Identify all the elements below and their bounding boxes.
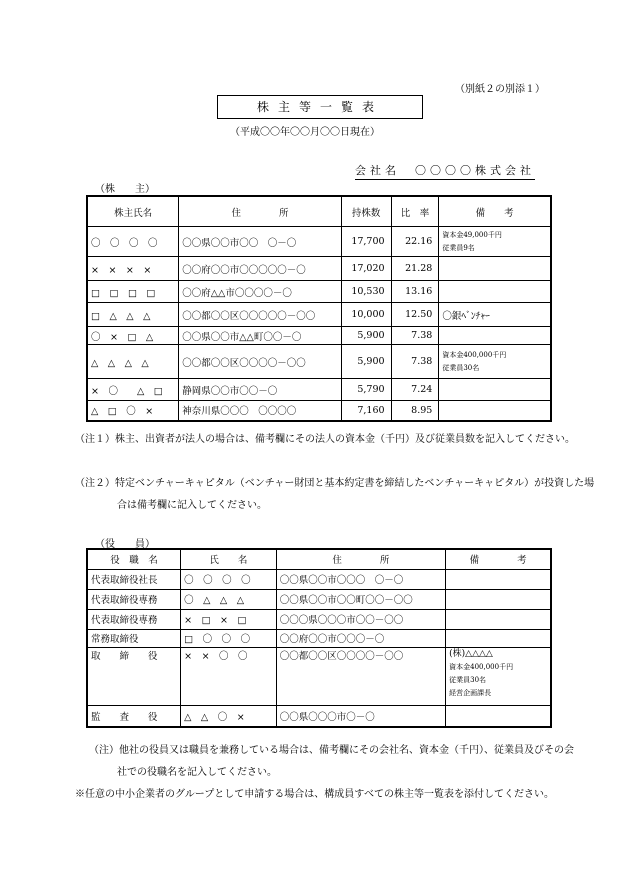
cell-officer-address: 〇〇県〇〇市〇〇町〇〇－〇〇 — [276, 589, 445, 609]
shareholders-label: （株 主） — [95, 184, 155, 195]
footer-note: ※任意の中小企業者のグループとして申請する場合は、構成員すべての株主等一覧表を添付してください。 — [75, 789, 554, 800]
as-of-date: （平成〇〇年〇〇月〇〇日現在） — [230, 127, 380, 138]
cell-name: 〇 〇 〇 〇 — [87, 227, 179, 257]
cell-ratio: 13.16 — [391, 281, 439, 303]
cell-remarks: 〇銀ﾍﾞﾝﾁｬｰ — [439, 303, 551, 327]
cell-shares: 10,000 — [341, 303, 391, 327]
cell-officer-address: 〇〇都〇〇区〇〇〇〇－〇〇 — [276, 647, 445, 705]
table-row — [87, 281, 551, 303]
cell-officer-name: △ △ 〇 × — [181, 705, 277, 727]
table-header-row — [87, 549, 551, 569]
cell-remarks — [439, 257, 551, 281]
cell-remarks — [439, 401, 551, 421]
cell-remarks: 資本金49,000千円 従業員9名 — [439, 227, 551, 257]
header-officer-address: 住 所 — [276, 549, 445, 569]
cell-officer-name: 〇 〇 〇 〇 — [181, 569, 277, 589]
header-officer-name: 氏 名 — [181, 549, 277, 569]
cell-name: 〇 × □ △ — [87, 327, 179, 345]
cell-remarks — [439, 327, 551, 345]
table-row — [87, 379, 551, 401]
cell-address: 〇〇県〇〇市△△町〇〇－〇 — [179, 327, 342, 345]
cell-ratio: 21.28 — [391, 257, 439, 281]
header-officer-remarks: 備 考 — [446, 549, 551, 569]
header-ratio: 比 率 — [391, 196, 439, 227]
cell-name: □ △ △ △ — [87, 303, 179, 327]
cell-ratio: 7.38 — [391, 345, 439, 379]
cell-officer-remarks — [446, 569, 551, 589]
cell-name: △ □ 〇 × — [87, 401, 179, 421]
table-row — [87, 589, 551, 609]
cell-officer-address: 〇〇県〇〇市〇〇〇 〇－〇 — [276, 569, 445, 589]
cell-remarks — [439, 379, 551, 401]
cell-shares: 17,020 — [341, 257, 391, 281]
cell-ratio: 7.38 — [391, 327, 439, 345]
document-title: 株主等一覧表 — [217, 95, 423, 119]
note-shareholders-1: （注１）株主、出資者が法人の場合は、備考欄にその法人の資本金（千円）及び従業員数を記入してください。 — [75, 434, 575, 445]
cell-remarks: 資本金400,000千円 従業員30名 — [439, 345, 551, 379]
table-row — [87, 629, 551, 647]
cell-address: 神奈川県〇〇〇 〇〇〇〇 — [179, 401, 342, 421]
cell-shares: 10,530 — [341, 281, 391, 303]
cell-ratio: 7.24 — [391, 379, 439, 401]
header-name: 株主氏名 — [87, 196, 179, 227]
cell-shares: 5,900 — [341, 345, 391, 379]
cell-address: 〇〇都〇〇区〇〇〇〇〇－〇〇 — [179, 303, 342, 327]
cell-officer-address: 〇〇〇県〇〇〇市〇〇－〇〇 — [276, 609, 445, 629]
table-row — [87, 401, 551, 421]
cell-address: 〇〇府△△市〇〇〇〇－〇 — [179, 281, 342, 303]
cell-name: △ △ △ △ — [87, 345, 179, 379]
cell-name: □ □ □ □ — [87, 281, 179, 303]
table-row — [87, 327, 551, 345]
cell-position: 取 締 役 — [87, 647, 181, 705]
table-row — [87, 647, 551, 705]
cell-ratio: 22.16 — [391, 227, 439, 257]
cell-officer-name: 〇 △ △ △ — [181, 589, 277, 609]
company-name: 会社名 〇〇〇〇株式会社 — [355, 162, 535, 180]
cell-address: 〇〇県〇〇市〇〇 〇－〇 — [179, 227, 342, 257]
cell-shares: 17,700 — [341, 227, 391, 257]
cell-position: 代表取締役社長 — [87, 569, 181, 589]
header-address: 住 所 — [179, 196, 342, 227]
table-row — [87, 705, 551, 727]
cell-name: × 〇 △ □ — [87, 379, 179, 401]
table-row — [87, 569, 551, 589]
header-shares: 持株数 — [341, 196, 391, 227]
cell-officer-name: × □ × □ — [181, 609, 277, 629]
table-header-row — [87, 196, 551, 227]
cell-position: 監 査 役 — [87, 705, 181, 727]
cell-ratio: 8.95 — [391, 401, 439, 421]
cell-officer-name: □ 〇 〇 〇 — [181, 629, 277, 647]
table-row — [87, 227, 551, 257]
cell-shares: 5,790 — [341, 379, 391, 401]
officers-label: （役 員） — [95, 539, 155, 550]
cell-officer-name: × × 〇 〇 — [181, 647, 277, 705]
annex-label: （別紙２の別添１） — [455, 84, 545, 95]
cell-shares: 7,160 — [341, 401, 391, 421]
cell-ratio: 12.50 — [391, 303, 439, 327]
table-row — [87, 609, 551, 629]
header-remarks: 備 考 — [439, 196, 551, 227]
cell-shares: 5,900 — [341, 327, 391, 345]
cell-remarks — [439, 281, 551, 303]
cell-address: 〇〇府〇〇市〇〇〇〇〇－〇 — [179, 257, 342, 281]
officers-table — [86, 548, 552, 728]
cell-officer-remarks — [446, 609, 551, 629]
table-row — [87, 257, 551, 281]
cell-officer-address: 〇〇県〇〇〇市〇－〇 — [276, 705, 445, 727]
cell-position: 代表取締役専務 — [87, 609, 181, 629]
shareholders-table — [86, 195, 552, 422]
table-row — [87, 303, 551, 327]
cell-officer-remarks — [446, 589, 551, 609]
header-position: 役 職 名 — [87, 549, 181, 569]
cell-officer-remarks: (株)△△△△ 資本金400,000千円 従業員30名 経営企画課長 — [446, 647, 551, 705]
note-shareholders-2: （注２）特定ベンチャーキャピタル（ベンチャー財団と基本約定書を締結したベンチャーキャピタル）が投資した場合は備考欄に記入してください。 — [75, 478, 595, 511]
cell-name: × × × × — [87, 257, 179, 281]
cell-officer-address: 〇〇府〇〇市〇〇〇－〇 — [276, 629, 445, 647]
cell-position: 常務取締役 — [87, 629, 181, 647]
note-officers: （注）他社の役員又は職員を兼務している場合は、備考欄にその会社名、資本金（千円）、従業員及びその会社での役職名を記入してください。 — [89, 745, 574, 778]
cell-address: 〇〇都〇〇区〇〇〇〇－〇〇 — [179, 345, 342, 379]
cell-position: 代表取締役専務 — [87, 589, 181, 609]
table-row — [87, 345, 551, 379]
cell-officer-remarks — [446, 705, 551, 727]
cell-officer-remarks — [446, 629, 551, 647]
cell-address: 静岡県〇〇市〇〇－〇 — [179, 379, 342, 401]
